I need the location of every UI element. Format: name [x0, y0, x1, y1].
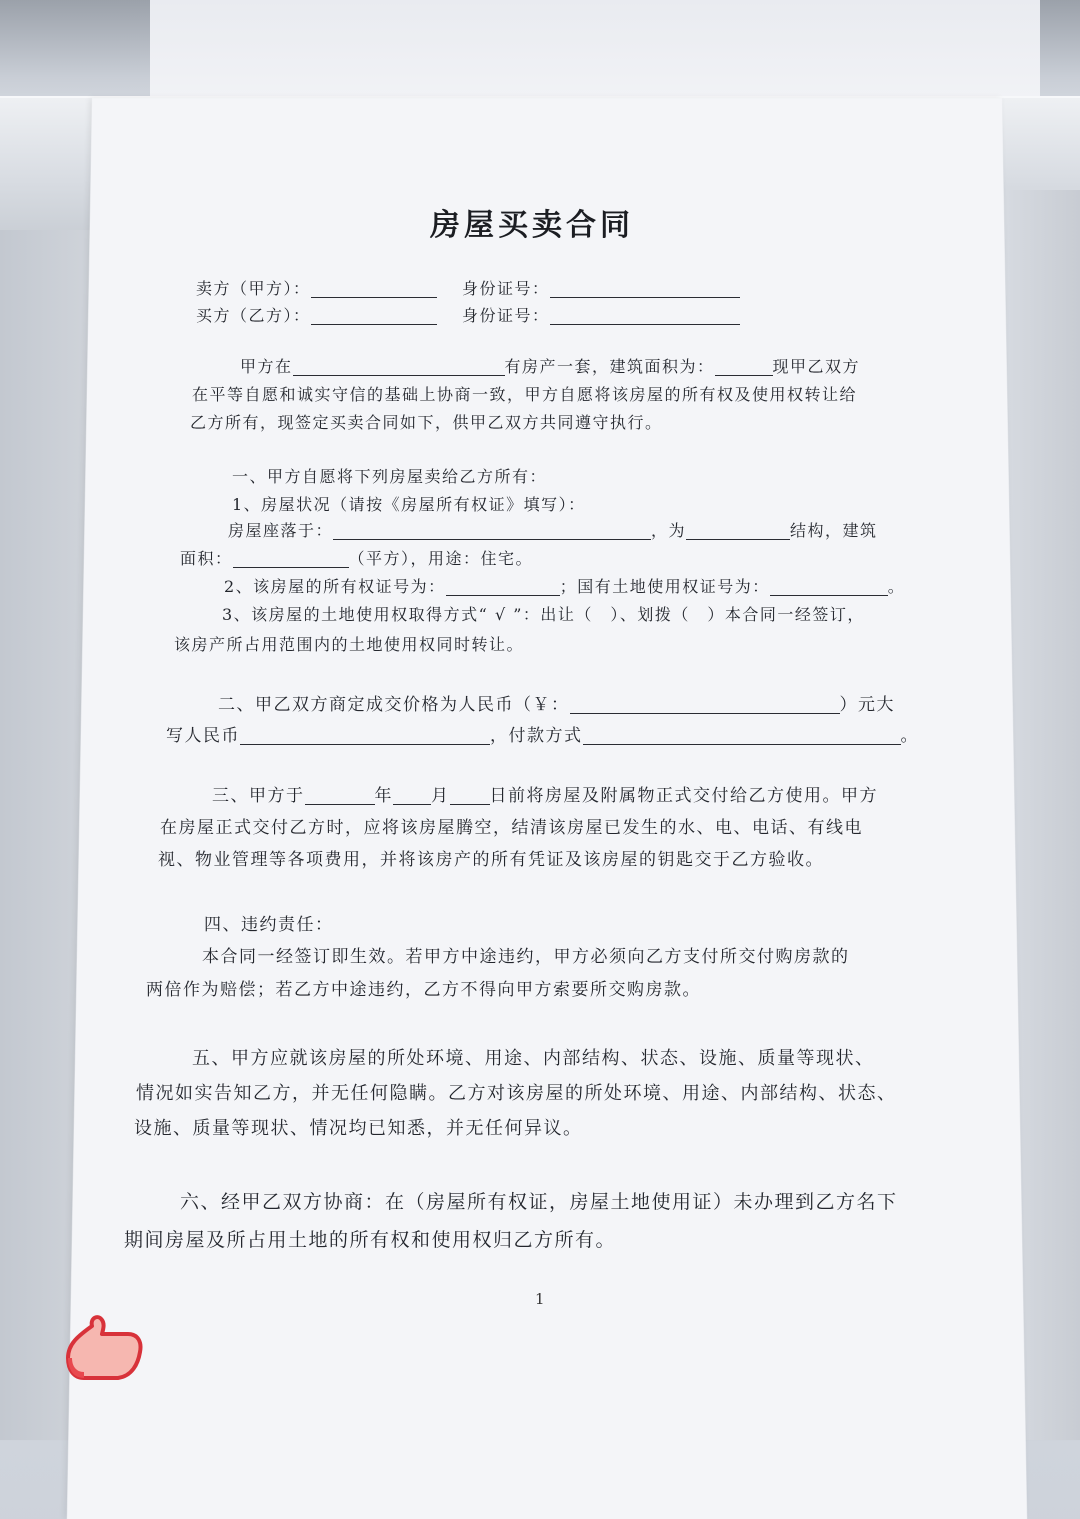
section-4-line-1: 本合同一经签订即生效。若甲方中途违约，甲方必须向乙方支付所交付购房款的 [202, 947, 850, 967]
section-1-heading: 一、甲方自愿将下列房屋卖给乙方所有： [232, 467, 548, 486]
floor-area-blank [233, 549, 349, 568]
item2-end: 。 [887, 577, 906, 596]
price-words-label: 写人民币 [166, 726, 240, 746]
section-1-location [228, 518, 878, 541]
section-2-line-1 [218, 690, 895, 715]
buyer-id-label: 身份证号： [462, 306, 550, 325]
section-5-line-1: 五、甲方应就该房屋的所处环境、用途、内部结构、状态、设施、质量等现状、 [192, 1048, 875, 1069]
price-label: 二、甲乙双方商定成交价格为人民币（￥： [218, 695, 570, 715]
seller-blank [311, 279, 437, 298]
month-blank [393, 786, 431, 805]
location-mid: ，为 [651, 521, 687, 540]
section-4-heading: 四、违约责任： [204, 915, 334, 935]
price-words-blank [240, 726, 490, 745]
preamble-1a: 甲方在 [240, 357, 293, 376]
cert-blank [446, 577, 560, 596]
section-4-line-2: 两倍作为赔偿；若乙方中途违约，乙方不得向甲方索要所交购房款。 [146, 980, 701, 1000]
payment-blank [583, 726, 901, 745]
month-label: 月 [431, 786, 450, 806]
preamble-1b: 有房产一套，建筑面积为： [504, 357, 715, 376]
document-title: 房屋买卖合同 [430, 208, 634, 243]
section-6-line-2: 期间房屋及所占用土地的所有权和使用权归乙方所有。 [124, 1229, 617, 1251]
location-end: 结构，建筑 [790, 521, 878, 540]
section-3-line-2: 在房屋正式交付乙方时，应将该房屋腾空，结清该房屋已发生的水、电、电话、有线电 [160, 818, 863, 838]
seller-label: 卖方（甲方）： [196, 279, 311, 298]
section-1-item-1: 1、房屋状况（请按《房屋所有权证》填写）： [232, 495, 586, 514]
land-cert-label: ；国有土地使用权证号为： [559, 577, 770, 596]
seller-id-label: 身份证号： [462, 279, 550, 298]
buyer-row [196, 303, 437, 326]
payment-label: ，付款方式 [490, 726, 583, 746]
seller-id-row [462, 276, 740, 299]
day-blank [450, 786, 490, 805]
location-blank [333, 521, 651, 540]
location-label: 房屋座落于： [228, 521, 334, 540]
address-blank [293, 357, 505, 376]
year-blank [305, 786, 375, 805]
section-2-end: 。 [900, 726, 919, 746]
seller-id-blank [550, 279, 740, 298]
section-3-line-1 [212, 781, 878, 806]
land-cert-blank [770, 577, 888, 596]
price-blank [570, 695, 840, 714]
buyer-blank [311, 306, 437, 325]
section-3-line-3: 视、物业管理等各项费用，并将该房产的所有凭证及该房屋的钥匙交于乙方验收。 [158, 850, 824, 870]
section-3-1-end: 日前将房屋及附属物正式交付给乙方使用。甲方 [489, 786, 878, 806]
thumbs-up-icon [62, 1312, 146, 1384]
section-2-line-2 [166, 721, 919, 746]
area-blank [715, 357, 773, 376]
preamble-line-3: 乙方所有，现签定买卖合同如下，供甲乙双方共同遵守执行。 [190, 413, 663, 432]
section-1-item-3-cont: 该房产所占用范围内的土地使用权同时转让。 [174, 635, 525, 654]
structure-blank [686, 521, 790, 540]
buyer-id-blank [550, 306, 740, 325]
section-1-item-2 [224, 574, 905, 597]
seller-row [196, 276, 437, 299]
section-5-line-2: 情况如实告知乙方，并无任何隐瞒。乙方对该房屋的所处环境、用途、内部结构、状态、 [136, 1083, 897, 1104]
area-end: （平方），用途：住宅。 [348, 549, 534, 568]
cert-label: 2、该房屋的所有权证号为： [224, 577, 446, 596]
preamble-1c: 现甲乙双方 [772, 357, 861, 376]
page-number: 1 [535, 1290, 545, 1308]
section-1-item-3: 3、该房屋的土地使用权取得方式“ √ ”：出让（ ）、划拨（ ）本合同一经签订， [222, 605, 865, 624]
buyer-id-row [462, 303, 740, 326]
section-6-line-1: 六、经甲乙双方协商：在（房屋所有权证，房屋土地使用证）未办理到乙方名下 [180, 1191, 898, 1213]
preamble-line-2: 在平等自愿和诚实守信的基础上协商一致，甲方自愿将该房屋的所有权及使用权转让给 [192, 385, 858, 404]
year-label: 年 [374, 786, 393, 806]
buyer-label: 买方（乙方）： [196, 306, 311, 325]
date-label: 三、甲方于 [212, 786, 305, 806]
section-1-area [180, 546, 533, 569]
section-5-line-3: 设施、质量等现状、情况均已知悉，并无任何异议。 [134, 1118, 583, 1139]
area-label: 面积： [180, 549, 233, 568]
preamble-line-1 [240, 354, 860, 377]
price-end: ）元大 [839, 695, 895, 715]
